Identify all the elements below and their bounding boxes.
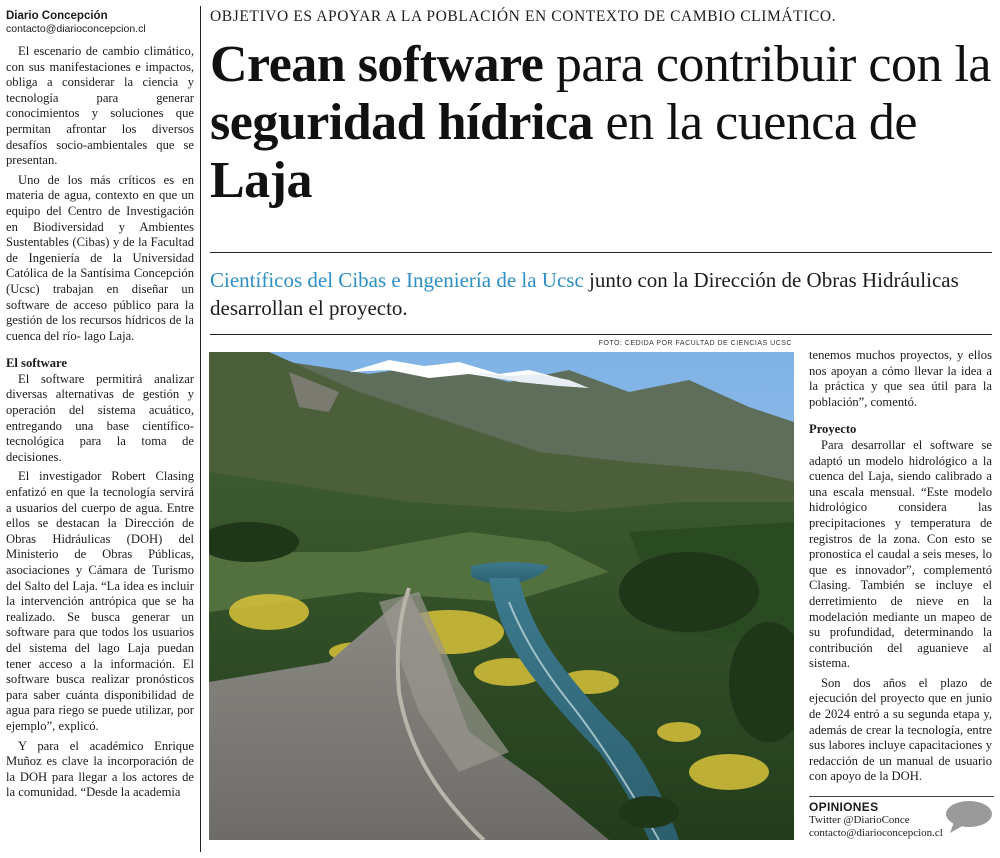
- headline-part-1: Crean software: [210, 36, 544, 93]
- right-paragraph-2: Para desarrollar el software se adaptó un modelo hidrológico a la cuenca del Laja, siendo calibrado a una escala mensual. “Este modelo hidrológico considera las precipitaciones y temperatura de registros de la zona. Con esto se pronostica el caudal a seis meses, lo que es innovador”, complementó Clasing. También se incluye el derretimiento de nieve en la modelación mediante un mapeo de su profundidad, determinando la contribución del aguanieve al sistema.: [809, 437, 992, 671]
- headline: [210, 36, 995, 210]
- left-column: [6, 10, 194, 801]
- right-paragraph-1: tenemos muchos proyectos, y ellos nos apoyan a cómo llevar la idea a la práctica y que sea útil para la población”, comentó.: [809, 348, 992, 409]
- subhead-rule: [210, 334, 992, 335]
- headline-part-5: Laja: [210, 152, 312, 209]
- left-paragraph-1: El escenario de cambio climático, con sus manifestaciones e impactos, obliga a considerar la ciencia y tecnología para generar conocimientos y soluciones que permitan afrontar los diversos desafíos socio-ambientales que se presentan.: [6, 44, 194, 168]
- article-photo[interactable]: [209, 352, 794, 840]
- river-valley-image: [209, 352, 794, 840]
- column-divider: [200, 6, 201, 852]
- right-paragraph-3: Son dos años el plazo de ejecución del proyecto que en junio de 2024 entró a su segunda etapa y, además de crear la tecnología, entre sus labores incluye capacitaciones y redacción de un manual de usuario con apoyo de la DOH.: [809, 675, 992, 784]
- opiniones-twitter[interactable]: Twitter @DiarioConce: [809, 814, 910, 826]
- subhead-accent: Científicos del Cibas e Ingeniería de la Ucsc: [210, 268, 584, 292]
- opiniones-title: OPINIONES: [809, 800, 879, 814]
- subhead: [210, 266, 990, 322]
- headline-part-3: seguridad hídrica: [210, 94, 593, 151]
- speech-bubble-icon: [944, 800, 994, 834]
- headline-part-4: en la cuenca de: [593, 94, 918, 151]
- byline-email[interactable]: contacto@diarioconcepcion.cl: [6, 23, 146, 35]
- section-subtitle-software: El software: [6, 356, 67, 371]
- left-paragraph-2: Uno de los más críticos es en materia de agua, contexto en que un equipo del Centro de Investigación en Biodiversidad y Ambientes Sustentables (Cibas) y de la Facultad de Ingeniería de la Universidad Católica de la Santísima Concepción (Ucsc) trabajan en diseñar un software de acceso público para la gestión de los recursos hídricos de la cuenca del río- lago Laja.: [6, 172, 194, 343]
- opiniones-rule: [809, 796, 994, 797]
- left-paragraph-4: El investigador Robert Clasing enfatizó en que la tecnología servirá a usuarios del cuerpo de agua. Entre ellos se destacan la Dirección de Obras Hidráulicas (DOH) del Ministerio de Obras Públicas, asociaciones y Cámara de Turismo del Salto del Laja. “La idea es incluir la intervención antrópica que se ha realizado. Se busca generar un software para que todos los usuarios del sistema del lago Laja puedan tener acceso a la información. El software busca realizar pronósticos para saber cuánta disponibilidad de agua para riego se puede utilizar, por ejemplo”, explicó.: [6, 469, 194, 733]
- right-column: [809, 348, 992, 785]
- headline-part-2: para contribuir con la: [543, 36, 991, 93]
- header-rule: [210, 252, 992, 253]
- left-paragraph-3: El software permitirá analizar diversas alternativas de gestión y operación del sistema acuático, entregando una base científico-tecnológica para la toma de decisiones.: [6, 371, 194, 464]
- opiniones-email[interactable]: contacto@diarioconcepcion.cl: [809, 827, 943, 839]
- subhead-rest: junto con la Dirección de Obras Hidráulicas desarrollan el proyecto.: [210, 268, 959, 320]
- left-column-text: [6, 44, 194, 801]
- byline-name: Diario Concepción: [6, 10, 108, 22]
- photo-credit: FOTO: CEDIDA POR FACULTAD DE CIENCIAS UCSC: [598, 340, 792, 347]
- kicker: OBJETIVO ES APOYAR A LA POBLACIÓN EN CONTEXTO DE CAMBIO CLIMÁTICO.: [210, 8, 837, 25]
- left-paragraph-5: Y para el académico Enrique Muñoz es clave la incorporación de la DOH para llegar a los actores de la comunidad. “Desde la academia: [6, 738, 194, 800]
- section-subtitle-proyecto: Proyecto: [809, 422, 857, 437]
